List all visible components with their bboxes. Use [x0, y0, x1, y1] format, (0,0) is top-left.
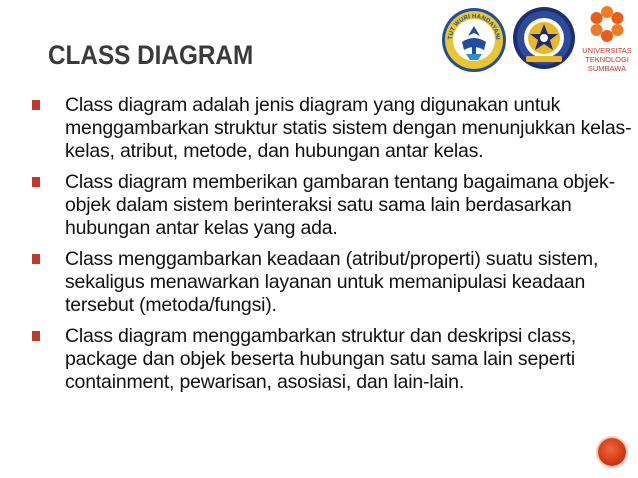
kemdikbud-logo-text: TUT WURI HANDAYANI [446, 12, 502, 40]
kemdikbud-logo [440, 6, 508, 74]
bullet-text: Class diagram menggambarkan struktur dan deskripsi class, package dan objek beserta hubungan satu sama lain seperti containment, pewarisan, asosiasi, dan lain-lain. [65, 325, 576, 393]
bullet-text: Class diagram memberikan gambaran tentang bagaimana objek-objek dalam sistem berinteraksi satu sama lain berdasarkan hubungan antar kelas yang ada. [65, 171, 615, 239]
bullet-item-3 [32, 248, 632, 317]
uts-logo-text [578, 46, 636, 73]
bullet-item-4 [32, 325, 632, 394]
bullet-marker-icon [32, 177, 40, 187]
bullet-marker-icon [32, 331, 40, 341]
uts-emblem-icon [578, 4, 636, 46]
uts-line-3: SUMBAWA [587, 64, 627, 73]
uts-line-2: TEKNOLOGI [585, 55, 629, 64]
bullet-marker-icon [32, 254, 40, 264]
bullet-item-2 [32, 171, 632, 240]
bullet-list [32, 94, 632, 402]
bullet-text: Class diagram adalah jenis diagram yang digunakan untuk menggambarkan struktur statis sistem dengan menunjukkan kelas-kelas, atribut, metode, dan hubungan antar kelas. [65, 94, 632, 162]
bullet-text: Class menggambarkan keadaan (atribut/properti) suatu sistem, sekaligus menawarkan layanan untuk memanipulasi keadaan tersebut (metoda/fungsi). [65, 248, 599, 316]
next-slide-button[interactable] [598, 438, 626, 466]
uts-logo [578, 4, 636, 82]
bullet-item-1 [32, 94, 632, 163]
university-crest-logo [512, 6, 576, 70]
slide-title: CLASS DIAGRAM [48, 40, 254, 70]
bullet-marker-icon [32, 100, 40, 110]
uts-line-1: UNIVERSITAS [582, 46, 632, 55]
